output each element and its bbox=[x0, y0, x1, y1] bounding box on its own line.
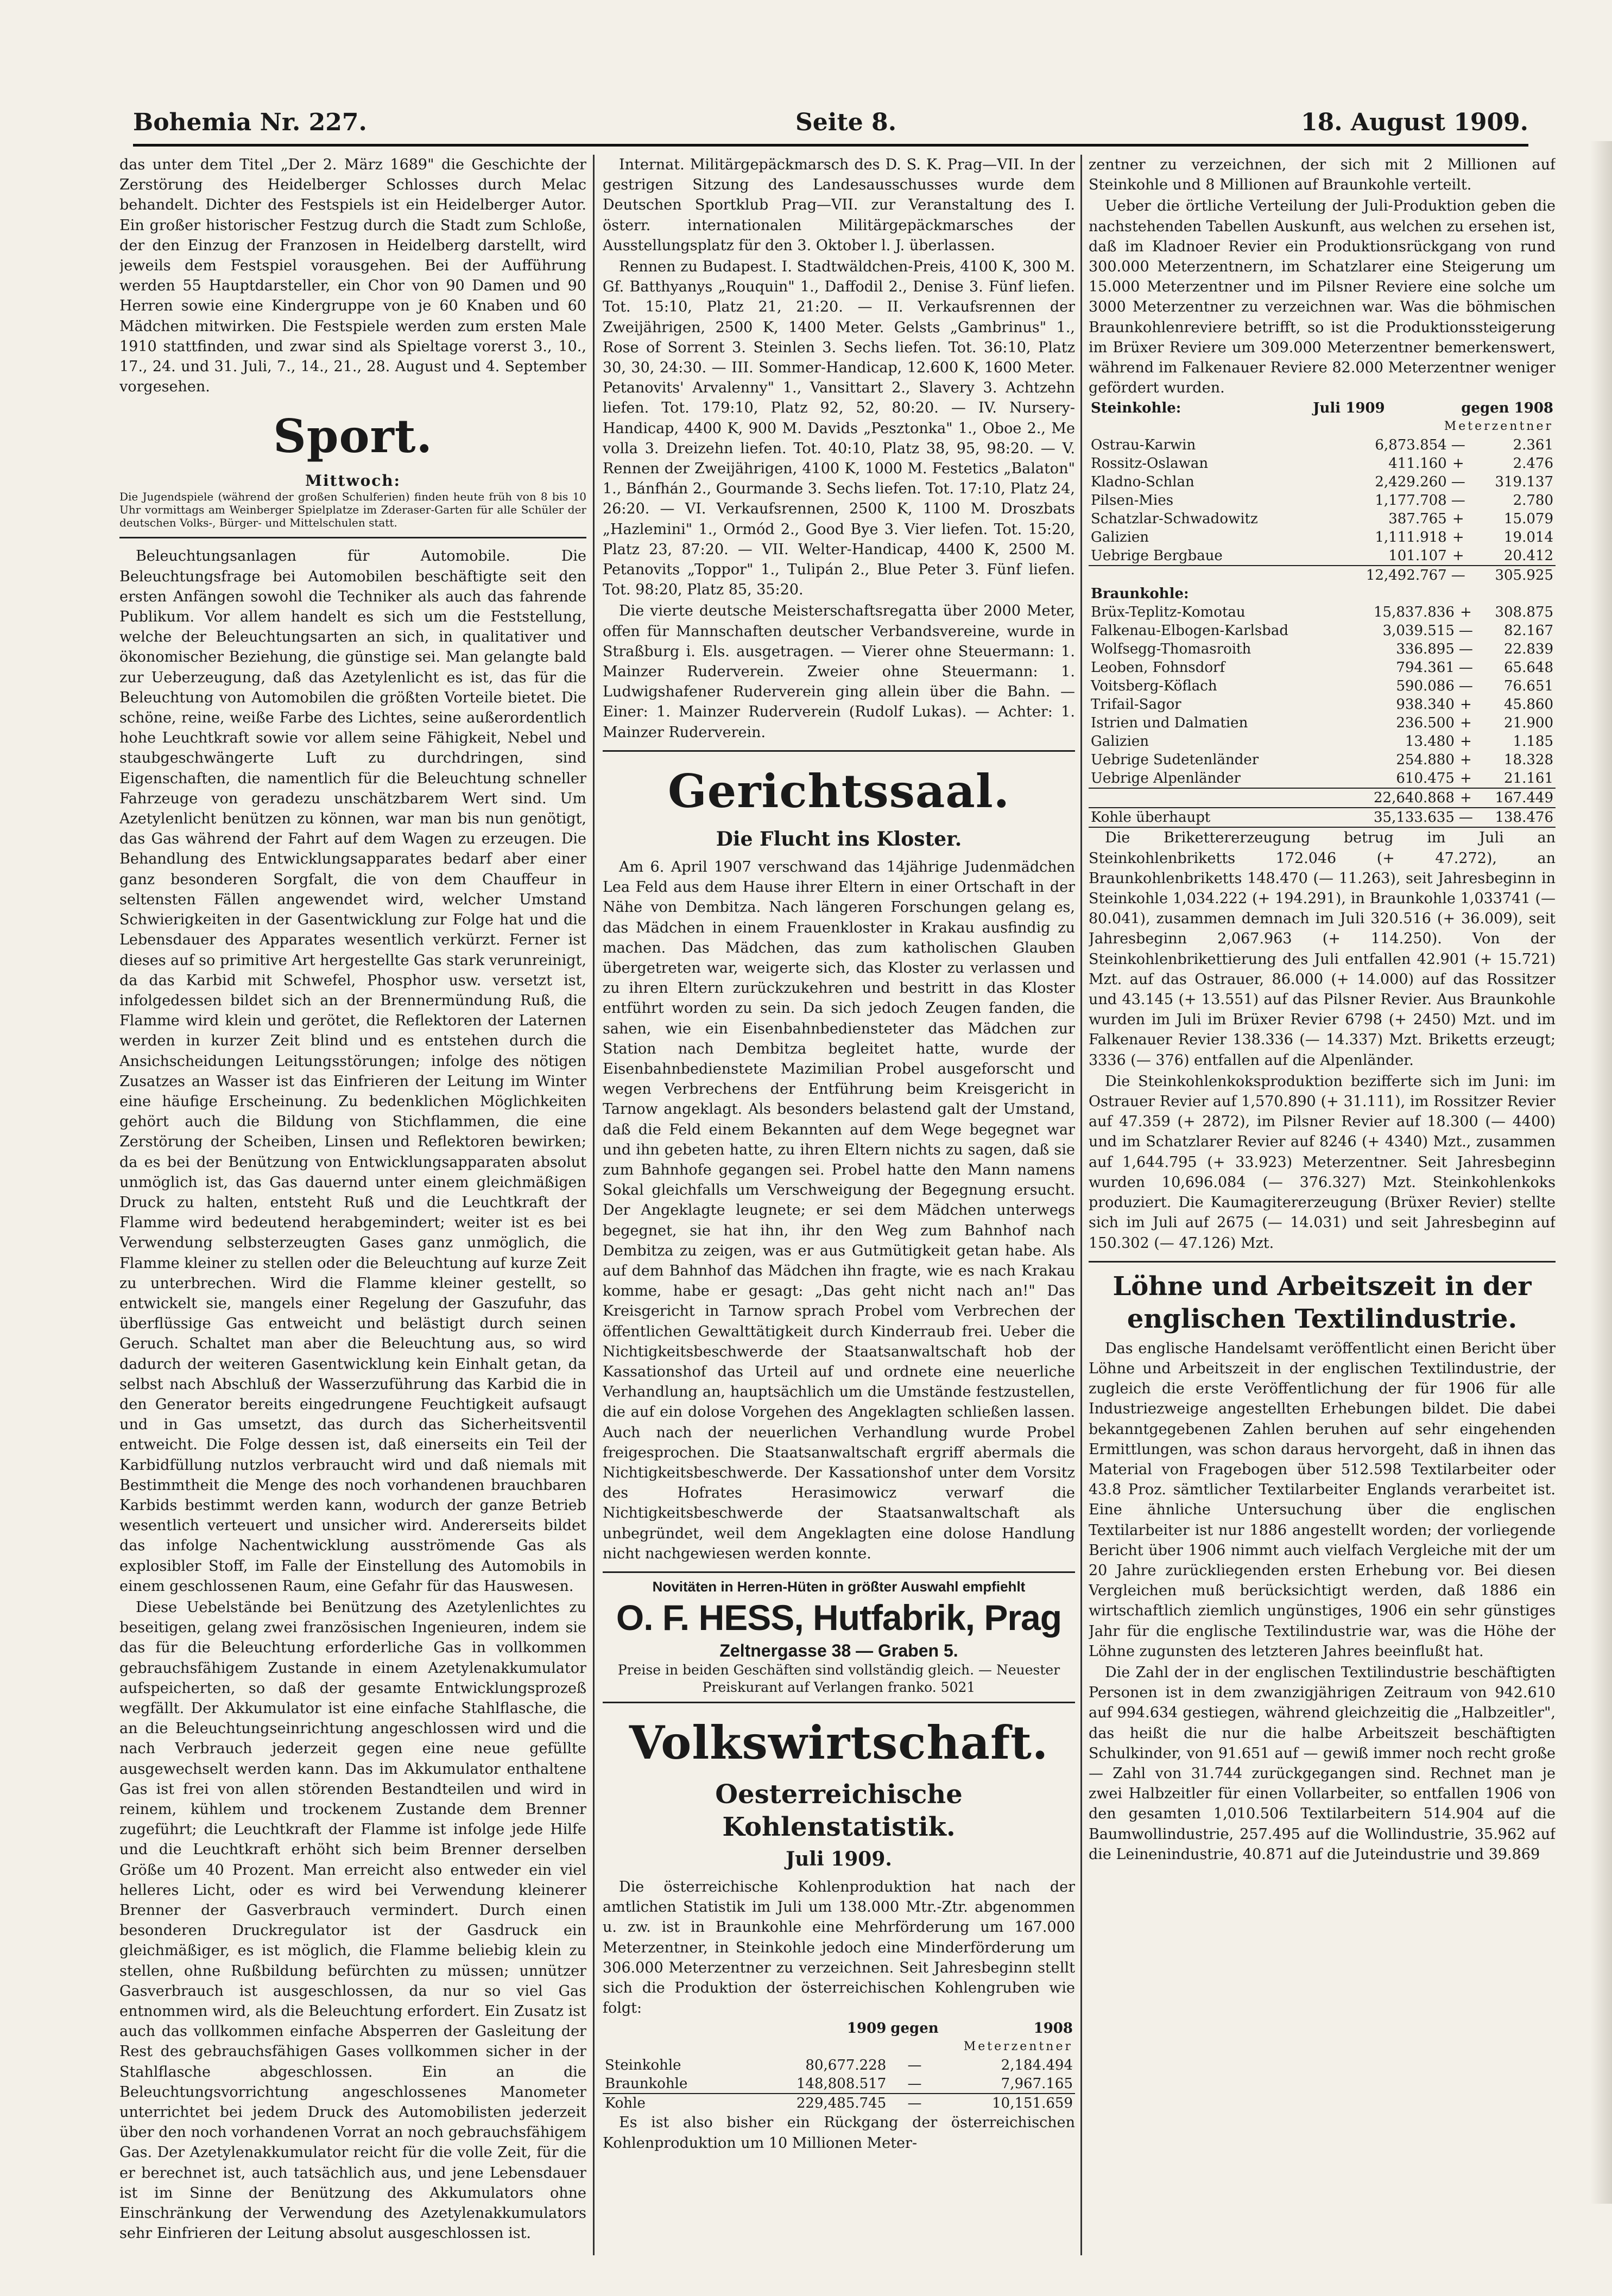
article-text: das unter dem Titel „Der 2. März 1689" die Geschichte der Zerstörung des Heidelberger Schlosses durch Melac behandelt. Dichter des Festspiels ist ein Heidelberger Autor. Ein großer historischer Festzug durch die Stadt zum Schloße, der den Einzug der Franzosen in Heidelberg darstellt, wird jeweils dem Festspiel vorausgehen. Bei der Aufführung werden 55 Hauptdarsteller, ein Chor von 90 Damen und 90 Herren sowie eine Kindergruppe von je 60 Knaben und 60 Mädchen mitwirken. Die Festspiele werden zum ersten Male 1910 stattfinden, und zwar sind als Spieltage vorerst 3., 10., 17., 24. und 31. Juli, 7., 14., 21., 28. August und 4. September vorgesehen. bbox=[119, 156, 586, 396]
article-text: Die Zahl der in der englischen Textilindustrie beschäftigten Personen ist in dem zwanzigjährigen Zeitraum von 942.610 auf 994.634 gestiegen, während gleichzeitig die „Halbzeitler", das heißt die nur die halbe Arbeitszeit beschäftigten Schulkinder, von 91.651 auf — gewiß immer noch recht große — Zahl von 31.744 zurückgegangen sind. Rechnet man je zwei Halbzeitler für einen Vollarbeiter, so entfallen 1906 von den gesamten 1,010.506 Textilarbeitern 514.904 auf die Baumwollindustrie, 257.495 auf die Wollindustrie, 35.962 auf die Leinenindustrie, 40.871 auf die Juteindustrie und 39.869 bbox=[1089, 1664, 1556, 1863]
ad-note: Preise in beiden Geschäften sind vollständig gleich. — Neuester Preiskurant auf Verlangen franko. 5021 bbox=[617, 1662, 1060, 1695]
table-row-total: 12,492.767 — 305.925 bbox=[1089, 566, 1556, 585]
table-head: 1908 bbox=[1033, 2020, 1073, 2037]
table-row: Pilsen-Mies 1,177.708 — 2.780 bbox=[1091, 492, 1553, 509]
table-row: Falkenau-Elbogen-Karlsbad 3,039.515 — 82.167 bbox=[1091, 623, 1553, 639]
table-row: Brüx-Teplitz-Komotau 15,837.836 + 308.875 bbox=[1091, 604, 1553, 621]
article-title: Oesterreichische Kohlenstatistik. bbox=[715, 1779, 963, 1842]
steinkohle-rows bbox=[1089, 436, 1556, 585]
article-text: Es ist also bisher ein Rückgang der österreichischen Kohlenproduktion um 10 Millionen Meter- bbox=[603, 2114, 1075, 2152]
table-row: Uebrige Alpenländer 610.475 + 21.161 bbox=[1091, 770, 1553, 787]
issue-date: 18. August 1909. bbox=[1301, 109, 1528, 136]
article-text: Ueber die örtliche Verteilung der Juli-Produktion geben die nachstehenden Tabellen Auskunft, aus welchen zu ersehen ist, daß im Kladnoer Revier ein Produktionsrückgang von rund 300.000 Meterzentnern, im Schatzlarer eine Steigerung um 15.000 Meterzentner und im Pilsner Reviere eine solche um 3000 Meterzentner zu verzeichnen war. Was die böhmischen Braunkohlenreviere betrifft, so ist die Produktionssteigerung im Brüxer Reviere um 309.000 Meterzentner bemerkenswert, während im Falkenauer Reviere 82.000 Meterzentner weniger gefördert wurden. bbox=[1089, 198, 1556, 397]
table-row: Uebrige Sudetenländer 254.880 + 18.328 bbox=[1091, 752, 1553, 769]
braunkohle-table bbox=[1089, 585, 1556, 603]
table-row: Ostrau-Karwin 6,873.854 — 2.361 bbox=[1091, 437, 1553, 454]
table-row-total: 22,640.868 + 167.449 bbox=[1089, 788, 1556, 808]
ad-address: Zeltnergasse 38 — Graben 5. bbox=[719, 1641, 958, 1660]
ad-intro: Novitäten in Herren-Hüten in größter Auswahl empfiehlt bbox=[652, 1578, 1026, 1595]
divider bbox=[603, 750, 1075, 752]
table-row: Trifail-Sagor 938.340 + 45.860 bbox=[1091, 696, 1553, 713]
article-text: Die Brikettererzeugung betrug im Juli an Steinkohlenbriketts 172.046 (+ 47.272), an Braunkohlenbriketts 148.470 (— 11.263), seit Jahresbeginn in Steinkohle 1,034.222 (+ 194.291), in Braunkohle 1,033741 (— 80.041), zusammen demnach im Juli 320.516 (+ 36.009), seit Jahresbeginn 2,067.963 (+ 114.250). Von der Steinkohlenbrikettierung des Juli entfallen 42.901 (+ 15.721) Mzt. auf das Ostrauer, 86.000 (+ 14.000) auf das Rossitzer und 43.145 (+ 13.551) auf das Pilsner Revier. Aus Braunkohle wurden im Juli im Brüxer Revier 6798 (+ 2450) Mzt. und im Falkenauer Revier 138.336 (— 14.337) Mzt. Briketts erzeugt; 3336 (— 376) entfallen auf die Alpenländer. bbox=[1089, 829, 1556, 1069]
table-row: Rossitz-Oslawan 411.160 + 2.476 bbox=[1091, 455, 1553, 472]
ad-company: O. F. HESS, Hutfabrik, Prag bbox=[616, 1597, 1062, 1638]
table-row: Schatzlar-Schwadowitz 387.765 + 15.079 bbox=[1091, 511, 1553, 528]
article-text: Beleuchtungsanlagen für Automobile. Die Beleuchtungsfrage bei Automobilen beschäftigte seit den ersten Anfängen sowohl die Techniker als auch das fahrende Publikum. Vor allem handelt es sich um die Feststellung, welche der Beleuchtungsarten an sich, in qualitativer und ökonomischer Beziehung, die günstige sei. Man gelangte bald zur Ueberzeugung, daß das Azetylenlicht es ist, das für die Beleuchtung von Automobilen die größten Vorteile bietet. Die schöne, reine, weiße Farbe des Lichtes, seine außerordentlich hohe Leuchtkraft sowie vor allem seine Fähigkeit, Nebel und staubgeschwängerte Luft zu durchdringen, sind Eigenschaften, die namentlich für die Beleuchtung schneller Fahrzeuge von geradezu unschätzbarem Wert sind. Um Azetylenlicht benützen zu können, war man bis nun genötigt, das Gas während der Fahrt auf dem Wagen zu erzeugen. Die Behandlung des Entwicklungsapparates bedarf aber einer ganz besonderen Sorgfalt, die von dem Chauffeur in seltensten Fällen angewendet wird, welcher Umstand Schwierigkeiten in der Gasentwicklung zur Folge hat und die Lebensdauer des Apparates wesentlich verkürzt. Ferner ist dieses auf so primitive Art hergestellte Gas stark verunreinigt, da das Karbid mit Schwefel, Phosphor usw. versetzt ist, infolgedessen bildet sich an der Brennermündung Ruß, die Flamme wird klein und gerötet, die Reflektoren der Laternen werden in kurzer Zeit blind und es entstehen durch die Ansichscheidungen Leitungsstörungen; infolge des nötigen Zusatzes an Wasser ist das Einfrieren der Leitung im Winter eine häufige Erscheinung. Zu bedenklichen Möglichkeiten gehört auch die Bildung von Stichflammen, die eine Zerstörung der Scheiben, Linsen und Reflektoren bewirken; da es bei der Benützung von Entwicklungsapparaten absolut unmöglich ist, das Gas dauernd unter einem gleichmäßigen Druck zu halten, entsteht Ruß und die Leuchtkraft der Flamme wird bedeutend herabgemindert; weiter ist es bei Verwendung selbsterzeugten Gases ganz unmöglich, die Flamme kleiner zu stellen oder die Beleuchtung auf kurze Zeit zu unterbrechen. Wird die Flamme kleiner gestellt, so entwickelt sie, mangels einer Regelung der Gaszufuhr, das überflüssige Gas entweicht und belästigt durch seinen Geruch. Schaltet man aber die Beleuchtung aus, so wird dadurch der weiteren Gasentwicklung kein Einhalt getan, da selbst nach Abschluß der Wasserzuführung das Karbid die in den Generator bereits eingedrungene Feuchtigkeit aufsaugt und in Gas umsetzt, das durch das Sicherheitsventil entweicht. Die Folge dessen ist, daß einerseits ein Teil der Karbidfüllung nutzlos verbraucht wird und daß niemals mit Bestimmtheit die Menge des noch vorhandenen brauchbaren Karbids bestimmt werden kann, wodurch der ganze Betrieb wesentlich verteuert und unsicher wird. Andererseits bildet das infolge Nachentwicklung ausströmende Gas als explosibler Stoff, im Falle der Einstellung des Automobils in einem geschlossenen Raum, eine Gefahr für das Hauswesen. bbox=[119, 548, 586, 1595]
article-text: Internat. Militärgepäckmarsch des D. S. K. Prag—VII. In der gestrigen Sitzung des Landesausschusses wurde dem Deutschen Sportklub Prag—VII. zur Veranstaltung des I. österr. internationalen Militärgepäckmarsches der Ausstellungsplatz für den 3. Oktober l. J. überlassen. bbox=[603, 156, 1075, 254]
subheading-mittwoch: Mittwoch: bbox=[305, 472, 401, 490]
notice-jugendspiele: Die Jugendspiele (während der großen Schulferien) finden heute früh von 8 bis 10 Uhr vormittags am Weinberger Spielplatze im Zderaser-Garten für alle Schüler der deutschen Volks-, Bürger- und Mittelschulen statt. bbox=[119, 490, 586, 530]
column-rule bbox=[1080, 155, 1082, 2255]
article-title: Die Flucht ins Kloster. bbox=[716, 827, 962, 851]
table-row: Leoben, Fohnsdorf 794.361 — 65.648 bbox=[1091, 659, 1553, 676]
page-header bbox=[133, 109, 1528, 147]
article-text: Rennen zu Budapest. I. Stadtwäldchen-Preis, 4100 K, 300 M. Gf. Batthyanys „Rouquin" 1., Daffodil 2., Denise 3. Fünf liefen. Tot. 15:10, Platz 21, 21:20. — II. Verkaufsrennen der Zweijährigen, 2500 K, 1400 Meter. Gelsts „Gambrinus" 1., Rose of Sorrent 3. Steinlen 3. Sechs liefen. Tot. 36:10, Platz 30, 30, 24:30. — III. Sommer-Handicap, 12.600 K, 1600 Meter. Petanovits' Arvalenny" 1., Vansittart 2., Slavery 3. Achtzehn liefen. Tot. 179:10, Platz 92, 52, 80:20. — IV. Nursery-Handicap, 4400 K, 900 M. Davids „Pesztonka" 1., Oboe 2., Me volla 3. Dreizehn liefen. Tot. 40:10, Platz 38, 95, 98:20. — V. Rennen der Zweijährigen, 4100 K, 1000 M. Festetics „Balaton" 1., Bánfhán 2., Gourmande 3. Sechs liefen. Tot. 17:10, Platz 24, 26:20. — VI. Verkaufsrennen, 2500 K, 1100 M. Droszbats „Hazlemini" 1., Ormód 2., Good Bye 3. Vier liefen. Tot. 15:20, Platz 23, 87:20. — VII. Welter-Handicap, 4400 K, 2500 M. Petanovits „Toppor" 1., Tulipán 2., Blue Peter 3. Fünf liefen. Tot. 98:20, Platz 85, 35:20. bbox=[603, 258, 1075, 599]
article-text: zentner zu verzeichnen, der sich mit 2 Millionen auf Steinkohle und 8 Millionen auf Braunkohle verteilt. bbox=[1089, 156, 1556, 194]
table-row: Voitsberg-Köflach 590.086 — 76.651 bbox=[1091, 678, 1553, 695]
section-title-sport: Sport. bbox=[273, 409, 433, 464]
table-row: Kladno-Schlan 2,429.260 — 319.137 bbox=[1091, 474, 1553, 491]
table-row-total: Kohle 229,485.745 — 10,151.659 bbox=[603, 2094, 1075, 2113]
article-text: Die Steinkohlenkoksproduktion bezifferte sich im Juni: im Ostrauer Revier auf 1,570.890 (+ 31.111), im Rossitzer Revier auf 47.359 (+ 2872), im Pilsner Revier auf 18.300 (— 4400) und im Schatzlarer Revier auf 8246 (+ 4340) Mzt., zusammen auf 1,644.795 (+ 33.923) Meterzentner. Seit Jahresbeginn wurden 10,696.084 (— 376.327) Mzt. Steinkohlenkoks produziert. Die Kaumagitererzeugung (Brüxer Revier) stellte sich im Juli auf 2675 (— 14.031) und seit Jahresbeginn auf 150.302 (— 47.126) Mzt. bbox=[1089, 1073, 1556, 1252]
article-text: Am 6. April 1907 verschwand das 14jährige Judenmädchen Lea Feld aus dem Hause ihrer Eltern in einer Ortschaft in der Nähe von Dembitza. Nach längeren Forschungen gelang es, das Mädchen in einem Frauenkloster in Krakau ausfindig zu machen. Das Mädchen, das zum katholischen Glauben übergetreten war, weigerte sich, das Kloster zu verlassen und zu ihren Eltern zurückzukehren und bestritt in das Kloster entführt worden zu sein. Da sich jedoch Zeugen fanden, die sahen, wie ein Eisenbahnbediensteter das Mädchen zur Station nach Dembitza begleitet hatte, wurde der Eisenbahnbedienstete Mazimilian Probel ausgeforscht und wegen Verbrechens der Entführung beim Kreisgericht in Tarnow angeklagt. Als besonders belastend galt der Umstand, daß die Feld einem Bekannten auf dem Wege begegnet war und ihn gebeten hatte, zu ihren Eltern nichts zu sagen, daß sie zum Bahnhofe gegangen sei. Probel hatte den Mann namens Sokal gleichfalls um Verschweigung der Begegnung ersucht. Der Angeklagte leugnete; er sei dem Mädchen unterwegs begegnet, sie hat ihn, ihr den Weg zum Bahnhof nach Dembitza zu zeigen, was er aus Gutmütigkeit getan habe. Als auf dem Bahnhof das Mädchen ihn fragte, wie es nach Krakau komme, habe er gesagt: „Das geht nicht nach an!" Das Kreisgericht in Tarnow sprach Probel vom Verbrechen der öffentlichen Gewalttätigkeit durch Kinderraub frei. Ueber die Nichtigkeitsbeschwerde der Staatsanwaltschaft hob der Kassationshof das Urteil auf und ordnete eine neuerliche Verhandlung an, hauptsächlich um die Umstände festzustellen, die auf ein dolose Vorgehen des Angeklagten schließen lassen. Auch nach der neuerlichen Verhandlung wurde Probel freigesprochen. Die Staatsanwaltschaft ergriff abermals die Nichtigkeitsbeschwerde. Der Kassationshof unter dem Vorsitz des Hofrates Herasimowicz verwarf die Nichtigkeitsbeschwerde der Staatsanwaltschaft als unbegründet, weil dem Angeklagten eine dolose Handlung nicht nachgewiesen werden konnte. bbox=[603, 858, 1075, 1562]
table-title: Steinkohle: bbox=[1091, 400, 1181, 417]
table-row: Istrien und Dalmatien 236.500 + 21.900 bbox=[1091, 715, 1553, 732]
table-head: 1909 bbox=[846, 2020, 887, 2037]
table-unit: Meterzentner bbox=[963, 2040, 1073, 2054]
divider bbox=[1089, 1261, 1556, 1263]
column-rule bbox=[593, 155, 595, 2255]
column-1 bbox=[119, 155, 586, 2255]
page-number: Seite 8. bbox=[795, 109, 897, 136]
article-text: Diese Uebelstände bei Benützung des Azetylenlichtes zu beseitigen, gelang zwei französischen Ingenieuren, indem sie das für die Beleuchtung erforderliche Gas in vollkommen gebrauchsfähigem Zustande in einem Azetylenakkumulator aufspeicherten, so daß der gesamte Entwicklungsprozeß wegfällt. Der Akkumulator ist eine einfache Stahlflasche, die an die Beleuchtungseinrichtung angeschlossen wird und die nach Verbrauch jederzeit gegen eine neue gefüllte ausgewechselt werden kann. Das im Akkumulator enthaltene Gas ist frei von allen störenden Bestandteilen und wird in reinem, kühlem und trockenem Zustande dem Brenner zugeführt; die Leuchtkraft der Flamme ist infolge jede Hilfe und die Leuchtkraft erhöht sich beim Brenner derselben Größe um 40 Prozent. Man erreicht also entweder ein viel helleres Licht, oder es wird bei Verwendung kleinerer Brenner der Gasverbrauch vermindert. Durch einen besonderen Druckregulator ist der Gasdruck ein gleichmäßiger, es ist möglich, die Flamme beliebig klein zu stellen, ohne Rußbildung befürchten zu müssen; unnützer Gasverbrauch ist ausgeschlossen, da nur so viel Gas entnommen wird, als die Beleuchtung erfordert. Ein Zusatz ist auch das vollkommen einfache Absperren der Gasleitung der Rest des gebrauchsfähigen Gases vollkommen sicher in der Stahlflasche abgeschlossen. Ein an die Beleuchtungsvorrichtung angeschlossenes Manometer unterrichtet bei jedem Druck des Automobilisten jederzeit über den noch vorhandenen Vorrat an noch gebrauchsfähigem Gas. Der Azetylenakkumulator reicht für die volle Zeit, für die er berechnet ist, auch tatsächlich aus, und jene Lebensdauer ist im Sinne der Benützung des Akkumulators ohne Einschränkung der Verwendung des Azetylenakkumulators sehr Einfrieren der Leitung absolut ausgeschlossen ist. bbox=[119, 1599, 586, 2242]
table-head: gegen bbox=[890, 2020, 939, 2037]
table-row-total: Kohle überhaupt 35,133.635 — 138.476 bbox=[1089, 808, 1556, 827]
masthead-issue: Bohemia Nr. 227. bbox=[133, 109, 367, 136]
table-row: Uebrige Bergbaue 101.107 + 20.412 bbox=[1091, 548, 1553, 565]
page-edge-shadow bbox=[1590, 141, 1612, 2204]
column-2 bbox=[603, 155, 1075, 2255]
table-title: Braunkohle: bbox=[1091, 586, 1189, 602]
article-subtitle: Juli 1909. bbox=[786, 1848, 892, 1870]
table-row: Steinkohle 80,677.228 — 2,184.494 bbox=[605, 2057, 1073, 2074]
divider bbox=[119, 537, 586, 538]
table-row: Braunkohle 148,808.517 — 7,967.165 bbox=[605, 2076, 1073, 2092]
table-row: Galizien 13.480 + 1.185 bbox=[1091, 733, 1553, 750]
braunkohle-rows bbox=[1089, 603, 1556, 828]
production-table bbox=[603, 2019, 1075, 2113]
column-3 bbox=[1089, 155, 1556, 2255]
article-text: Das englische Handelsamt veröffentlicht einen Bericht über Löhne und Arbeitszeit in der englischen Textilindustrie, der zugleich die erste Veröffentlichung der für 1906 für alle Industriezweige angestellten Erhebungen bildet. Die dabei bekanntgegebenen Zahlen beruhen auf sehr eingehenden Ermittlungen, was schon daraus hervorgeht, daß in ihnen das Material von Fragebogen über 512.598 Textilarbeiter oder 43.8 Proz. sämtlicher Textilarbeiter Englands verarbeitet ist. Eine ähnliche Untersuchung über die englischen Textilarbeiter ist nur 1886 angestellt worden; der vorliegende Bericht über 1906 nimmt auch vielfach Vergleiche mit der um 20 Jahre zurückliegenden ersten Erhebung vor. Bei diesen Vergleichen muß berücksichtigt werden, daß 1886 ein wirtschaftlich ziemlich ungünstiges, 1906 ein sehr günstiges Jahr für die englische Textilindustrie war, was die Höhe der Löhne zugunsten des letzteren Jahres beeinflußt hat. bbox=[1089, 1340, 1556, 1660]
article-text: Die österreichische Kohlenproduktion hat nach der amtlichen Statistik im Juli um 138.000 Mtr.-Ztr. abgenommen u. zw. ist in Braunkohle eine Mehrförderung um 167.000 Meterzentner, in Steinkohle jedoch eine Minderförderung um 306.000 Meterzentner zu verzeichnen. Seit Jahresbeginn stellt sich die Produktion der österreichischen Kohlengruben wie folgt: bbox=[603, 1879, 1075, 2017]
steinkohle-table: Steinkohle: Juli 1909 gegen 1908 Meterzentner bbox=[1089, 399, 1556, 436]
advertisement bbox=[603, 1571, 1075, 1703]
article-text: Die vierte deutsche Meisterschaftsregatta über 2000 Meter, offen für Mannschaften deutscher Verbandsvereine, wurde in Straßburg i. Els. ausgetragen. — Vierer ohne Steuermann: 1. Mainzer Ruderverein. Zweier ohne Steuermann: 1. Ludwigshafener Ruderverein ging allein über die Bahn. — Einer: 1. Mainzer Ruderverein (Rudolf Lukas). — Achter: 1. Mainzer Ruderverein. bbox=[603, 602, 1075, 741]
section-title-gerichtssaal: Gerichtssaal. bbox=[668, 764, 1010, 818]
table-row: Galizien 1,111.918 + 19.014 bbox=[1091, 529, 1553, 546]
table-row: Wolfsegg-Thomasroith 336.895 — 22.839 bbox=[1091, 641, 1553, 658]
section-title-volkswirtschaft: Volkswirtschaft. bbox=[629, 1716, 1049, 1769]
article-title: Löhne und Arbeitszeit in der englischen Textilindustrie. bbox=[1112, 1271, 1532, 1334]
